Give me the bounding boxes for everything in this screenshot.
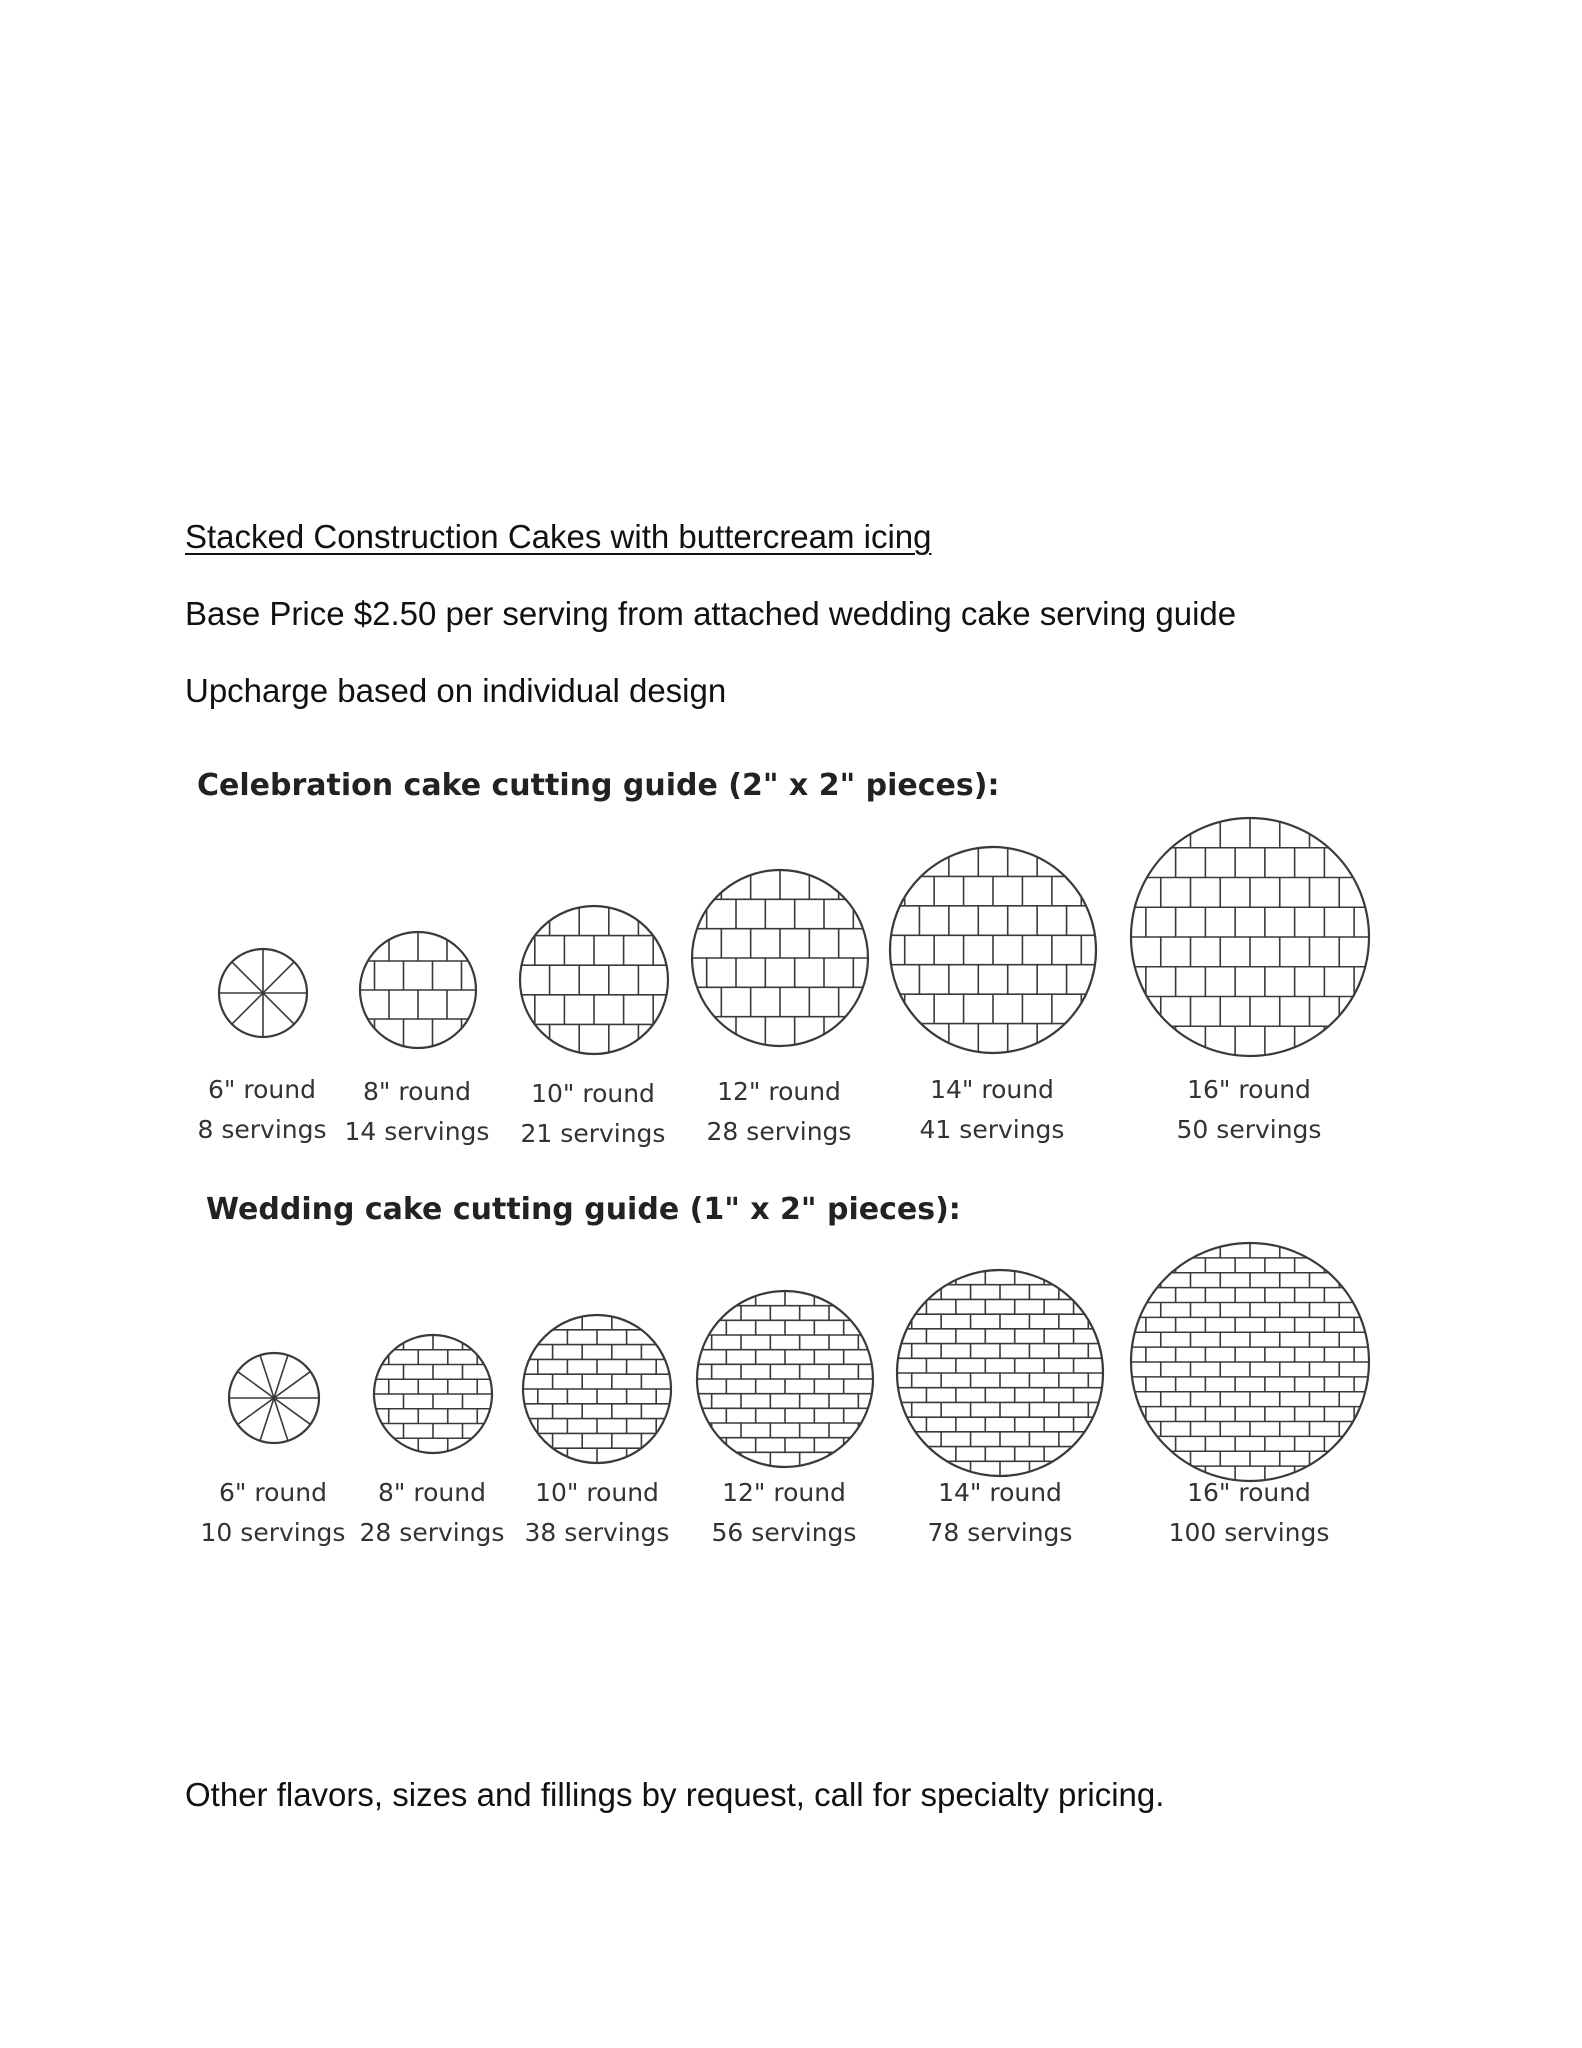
celebration-cake-servings: 14 servings xyxy=(344,1117,490,1146)
celebration-cake-label-10 xyxy=(498,1074,688,1154)
footer-note: Other flavors, sizes and fillings by request, call for specialty pricing. xyxy=(185,1776,1165,1813)
wedding-guide-heading: Wedding cake cutting guide (1" x 2" pieces): xyxy=(206,1192,961,1227)
celebration-cake-diagram xyxy=(520,906,668,1054)
celebration-guide-heading: Celebration cake cutting guide (2" x 2" pieces): xyxy=(197,768,1000,803)
celebration-cake-diagram xyxy=(890,847,1096,1053)
base-price-text: Base Price $2.50 per serving from attached wedding cake serving guide xyxy=(185,595,1237,632)
wedding-cake-servings: 100 servings xyxy=(1168,1518,1330,1547)
celebration-cake-servings: 28 servings xyxy=(706,1117,852,1146)
cake-outline xyxy=(520,906,668,1054)
celebration-cake-diagram xyxy=(219,949,307,1037)
wedding-cake-servings: 78 servings xyxy=(927,1518,1073,1547)
celebration-cake-diagram xyxy=(1131,818,1369,1056)
wedding-cake-label-8 xyxy=(337,1473,527,1553)
celebration-cake-label-8 xyxy=(322,1072,512,1152)
celebration-cake-size: 6" round xyxy=(208,1075,316,1104)
upcharge-text: Upcharge based on individual design xyxy=(185,672,727,709)
celebration-cake-size: 10" round xyxy=(531,1079,655,1108)
celebration-cake-label-12 xyxy=(684,1072,874,1152)
celebration-cake-label-16 xyxy=(1154,1070,1344,1150)
celebration-cake-servings: 21 servings xyxy=(520,1119,666,1148)
wedding-cake-size: 14" round xyxy=(938,1478,1062,1507)
wedding-cake-diagram xyxy=(897,1270,1103,1476)
celebration-cake-size: 16" round xyxy=(1187,1075,1311,1104)
wedding-cake-diagram xyxy=(1131,1243,1369,1481)
wedding-cake-size: 10" round xyxy=(535,1478,659,1507)
wedding-cake-size: 16" round xyxy=(1187,1478,1311,1507)
wedding-cake-label-16 xyxy=(1154,1473,1344,1553)
celebration-cake-servings: 41 servings xyxy=(919,1115,1065,1144)
wedding-cake-label-14 xyxy=(905,1473,1095,1553)
celebration-cake-servings: 8 servings xyxy=(197,1115,327,1144)
wedding-cake-diagram xyxy=(374,1335,492,1453)
wedding-cake-size: 8" round xyxy=(378,1478,486,1507)
wedding-cake-diagram xyxy=(523,1315,671,1478)
wedding-cake-servings: 56 servings xyxy=(711,1518,857,1547)
celebration-cake-size: 14" round xyxy=(930,1075,1054,1104)
wedding-cake-servings: 28 servings xyxy=(359,1518,505,1547)
celebration-cake-label-14 xyxy=(897,1070,1087,1150)
celebration-cake-diagram xyxy=(360,932,476,1048)
wedding-cake-label-10 xyxy=(502,1473,692,1553)
celebration-cake-diagram xyxy=(692,870,868,1046)
wedding-cake-servings: 38 servings xyxy=(524,1518,670,1547)
wedding-cake-servings: 10 servings xyxy=(200,1518,346,1547)
wedding-cake-size: 6" round xyxy=(219,1478,327,1507)
wedding-cake-diagram xyxy=(697,1291,873,1467)
celebration-cake-size: 12" round xyxy=(717,1077,841,1106)
document-title: Stacked Construction Cakes with buttercream icing xyxy=(185,518,932,555)
celebration-cake-servings: 50 servings xyxy=(1176,1115,1322,1144)
wedding-cake-diagram xyxy=(229,1353,319,1443)
wedding-cake-label-12 xyxy=(689,1473,879,1553)
celebration-cake-size: 8" round xyxy=(363,1077,471,1106)
wedding-cake-size: 12" round xyxy=(722,1478,846,1507)
